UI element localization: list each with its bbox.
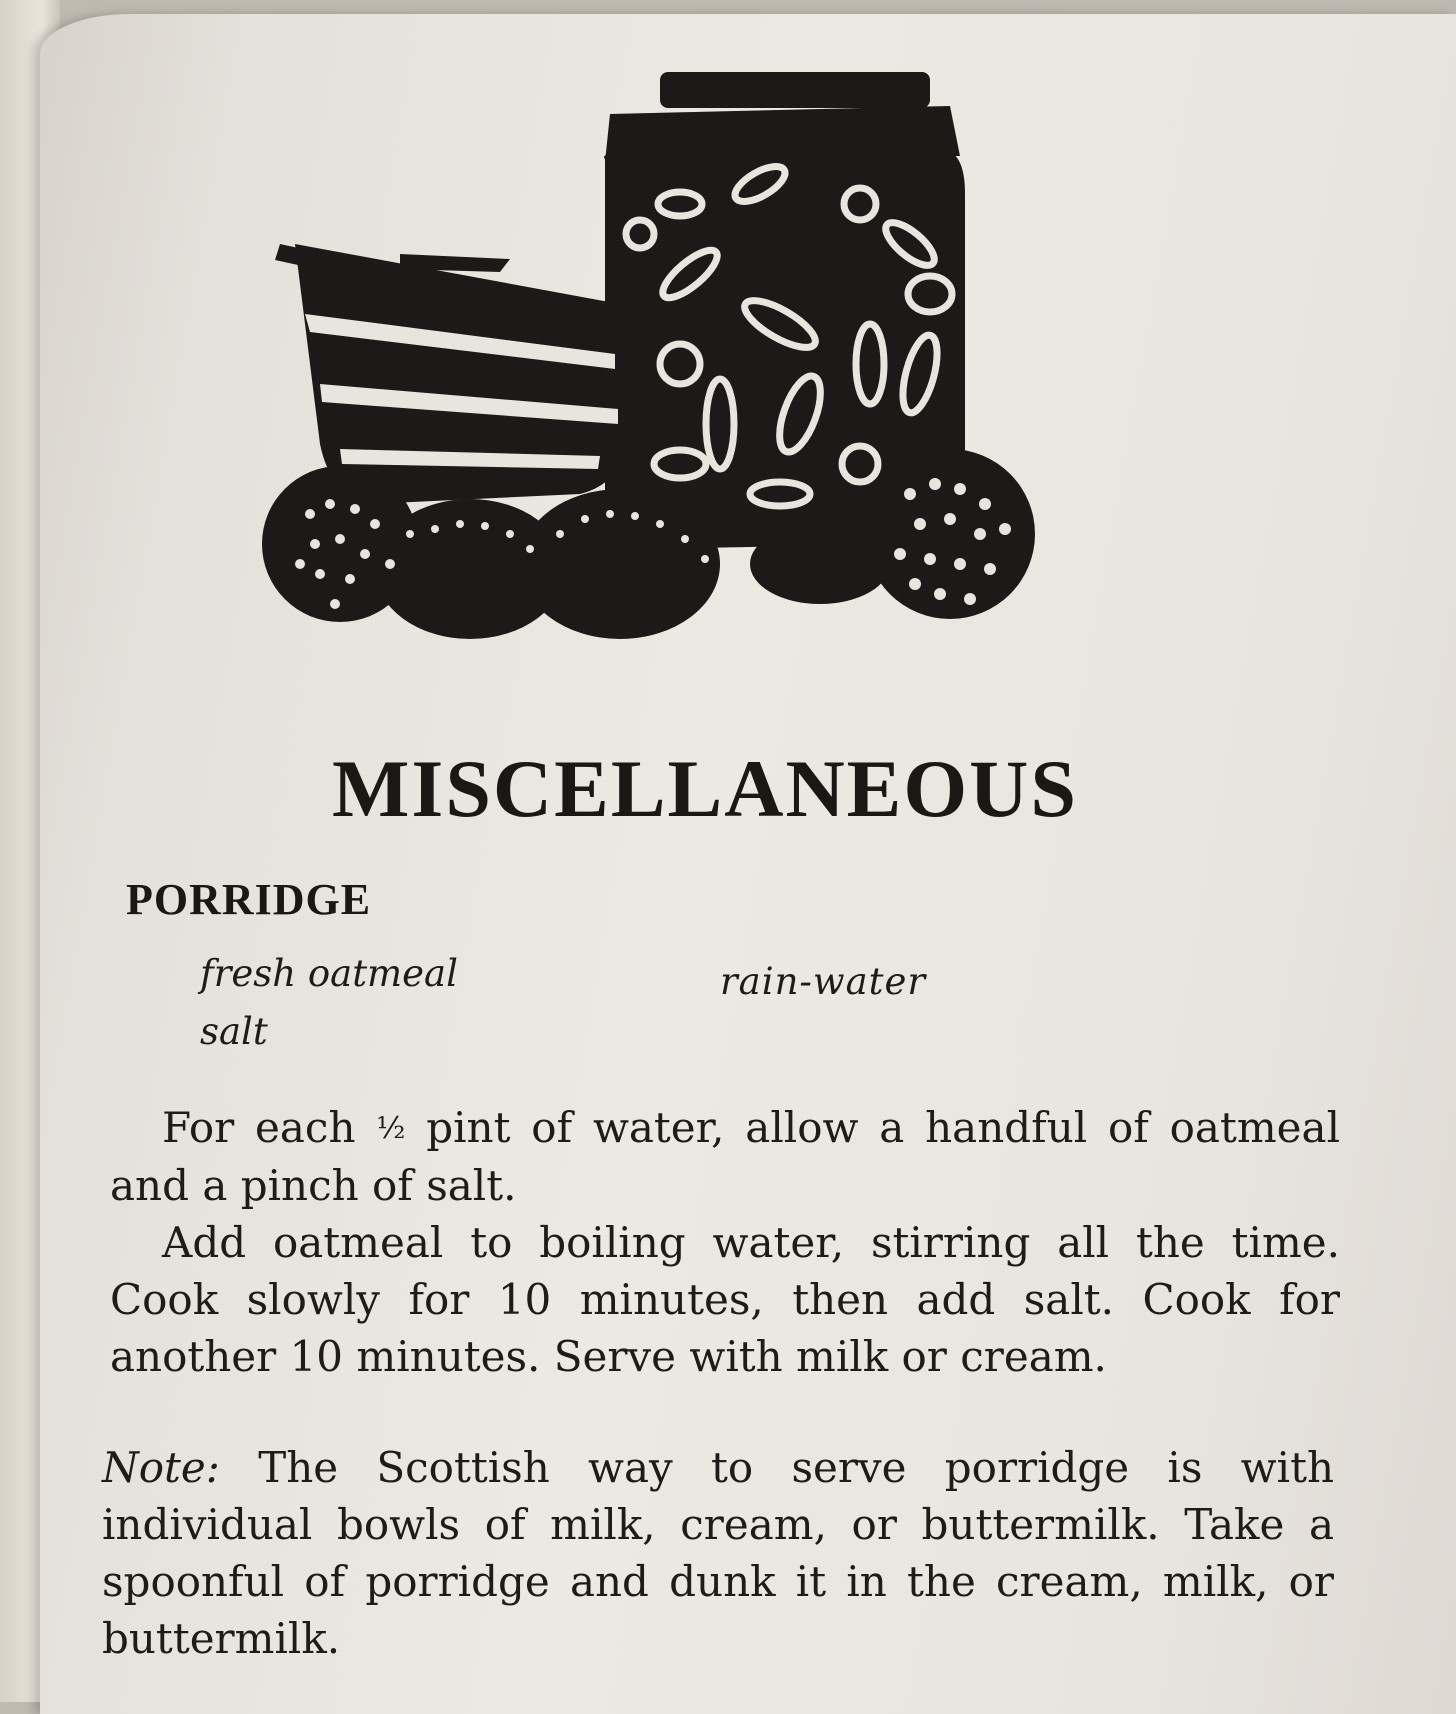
ingredient-rain-water: rain-water [720,960,927,1003]
book-page [40,14,1456,1714]
woodcut-illustration [260,64,1130,694]
fruit-right [865,449,1035,619]
method-text-end: pint of water, allow a handful of oatmeal and a pinch of salt. [110,1103,1340,1210]
chapter-title: MISCELLANEOUS [332,743,1078,834]
method-paragraph-2: Add oatmeal to boiling water, stirring all the time. Cook slowly for 10 minutes, then add salt. Cook for another 10 minutes. Serve with milk or cream. [110,1218,1340,1381]
note-text: The Scottish way to serve porridge is with individual bowls of milk, cream, or buttermilk. Take a spoonful of porridge and dunk it in the cream, milk, or buttermilk. [102,1443,1334,1663]
note-label: Note: [102,1443,220,1492]
jar-lid [660,72,930,108]
method-text-start: For each [162,1103,377,1152]
recipe-note [102,1439,1334,1667]
method-paragraph-1 [110,1099,1340,1214]
ingredient-oatmeal: fresh oatmeal [200,952,458,995]
pickle-front [750,524,890,604]
recipe-method [110,1099,1340,1385]
ingredient-salt: salt [200,1010,268,1053]
ingredient-list [200,952,1100,1072]
spoon-scoop [400,254,510,272]
lemon-middle [520,489,720,639]
recipe-title: PORRIDGE [126,875,372,924]
half-fraction: ½ [376,1111,406,1146]
